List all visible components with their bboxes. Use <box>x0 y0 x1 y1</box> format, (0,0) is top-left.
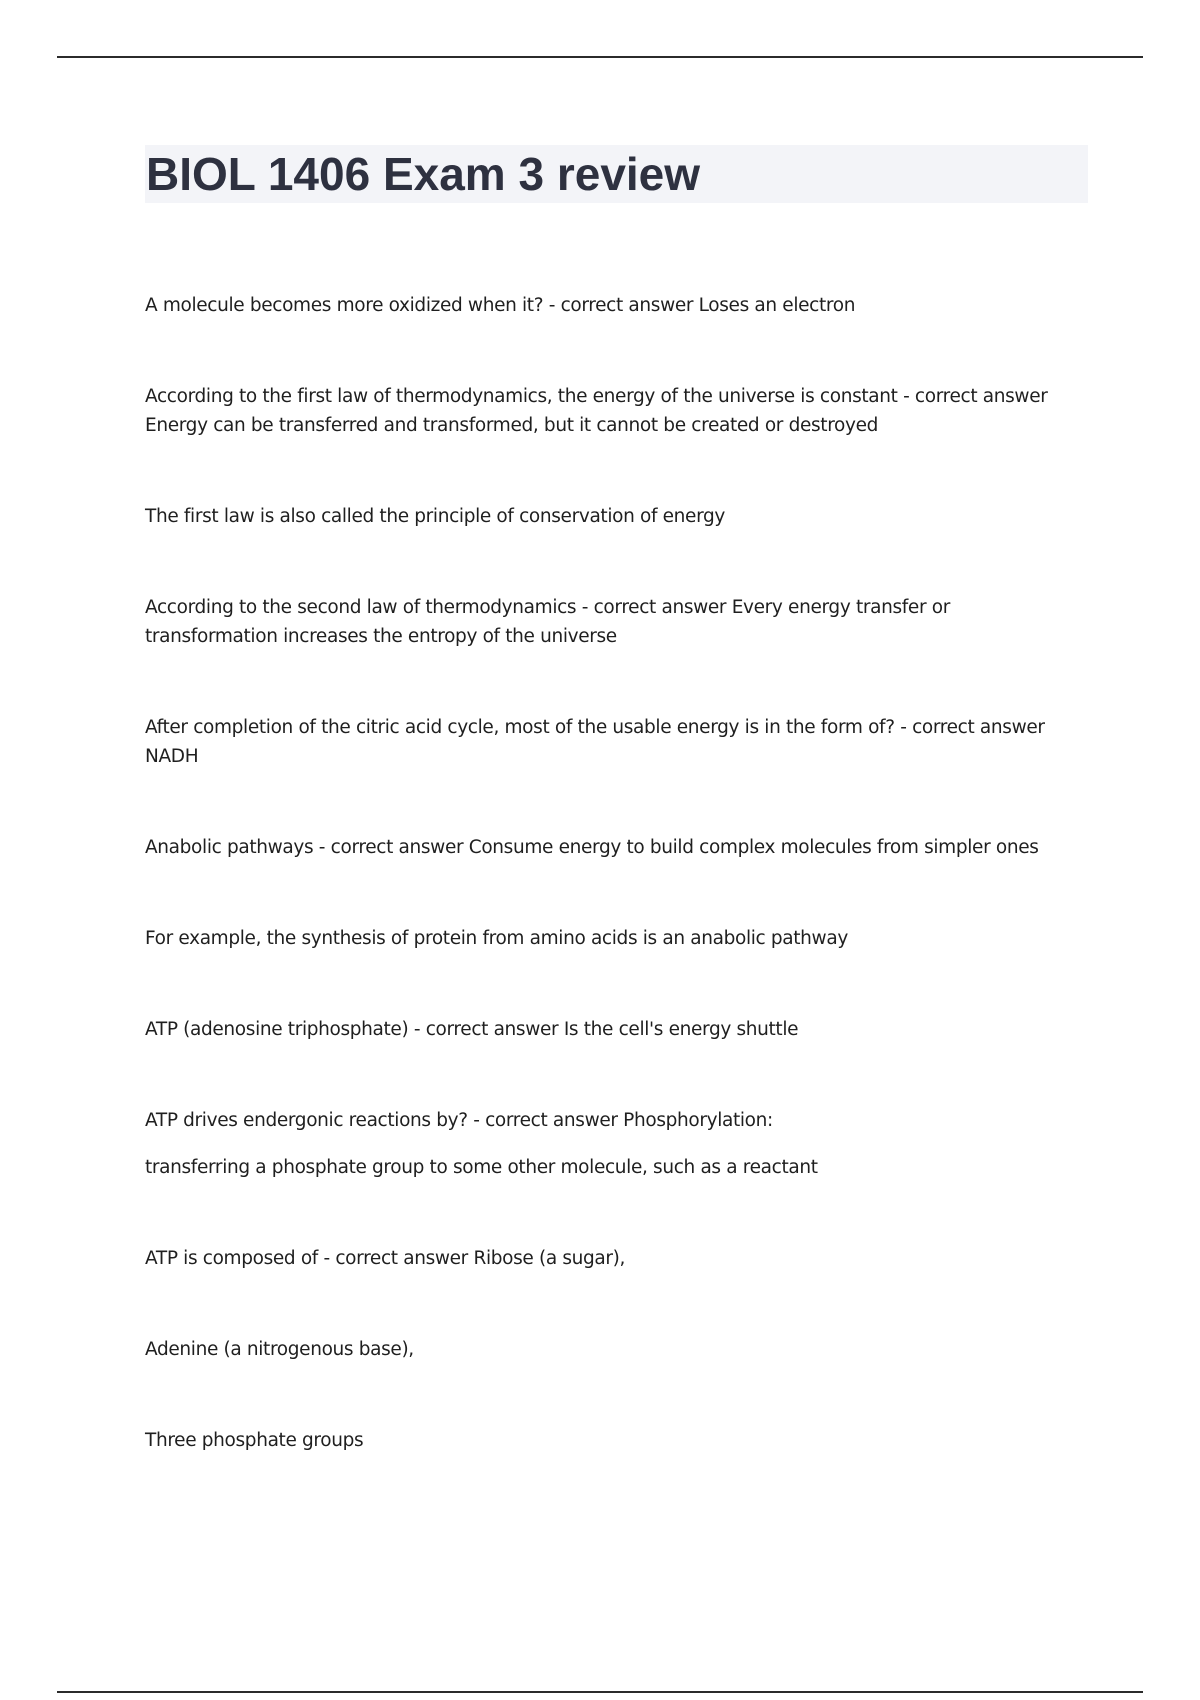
paragraph-7: For example, the synthesis of protein from amino acids is an anabolic pathway <box>145 928 848 949</box>
paragraph-6: Anabolic pathways - correct answer Consume energy to build complex molecules from simpler ones <box>145 837 1039 858</box>
footer-rule <box>57 1691 1143 1693</box>
paragraph-3: The first law is also called the principle of conservation of energy <box>145 506 726 527</box>
header-rule <box>57 56 1143 58</box>
paragraph-1: A molecule becomes more oxidized when it? - correct answer Loses an electron <box>145 295 856 316</box>
paragraph-2: According to the first law of thermodynamics, the energy of the universe is constant - correct answer Energy can be transferred and transformed, but it cannot be created or destroyed <box>145 386 1048 436</box>
paragraph-13: Three phosphate groups <box>145 1430 364 1451</box>
paragraph-12: Adenine (a nitrogenous base), <box>145 1339 414 1360</box>
document-title: BIOL 1406 Exam 3 review <box>146 148 701 200</box>
paragraph-8: ATP (adenosine triphosphate) - correct answer Is the cell's energy shuttle <box>145 1019 799 1040</box>
paragraph-4: According to the second law of thermodynamics - correct answer Every energy transfer or transformation increases the entropy of the universe <box>145 597 950 647</box>
paragraph-5: After completion of the citric acid cycle, most of the usable energy is in the form of? - correct answer NADH <box>145 717 1045 767</box>
paragraph-10: transferring a phosphate group to some other molecule, such as a reactant <box>145 1157 818 1178</box>
paragraph-9: ATP drives endergonic reactions by? - correct answer Phosphorylation: <box>145 1110 773 1131</box>
paragraph-11: ATP is composed of - correct answer Ribose (a sugar), <box>145 1248 626 1269</box>
